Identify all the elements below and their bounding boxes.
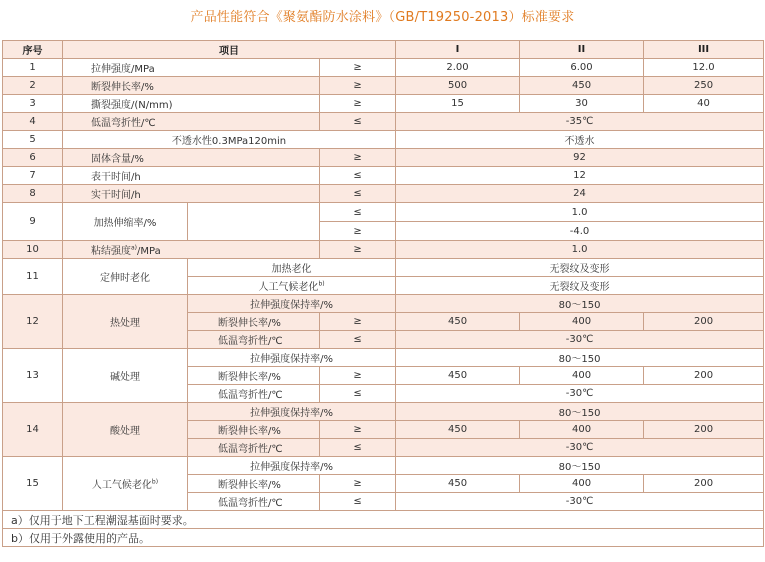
row-item: 断裂伸长率/% — [63, 77, 320, 95]
row-symbol: ≥ — [320, 95, 396, 113]
row-no: 13 — [3, 349, 63, 403]
row-item: 不透水性0.3MPa120min — [63, 131, 396, 149]
row-subitem: 加热老化 — [188, 259, 396, 277]
row-value: 450 — [396, 367, 520, 385]
row-subitem: 拉伸强度保持率/% — [188, 295, 396, 313]
row-item: 酸处理 — [63, 403, 188, 457]
row-value: 200 — [644, 313, 764, 331]
footnote-b: b）仅用于外露使用的产品。 — [3, 529, 764, 547]
row-no: 9 — [3, 203, 63, 241]
row-value: 450 — [396, 421, 520, 439]
row-subitem: 拉伸强度保持率/% — [188, 457, 396, 475]
row-value: 80～150 — [396, 403, 764, 421]
row-symbol: ≥ — [320, 421, 396, 439]
row-value: 450 — [520, 77, 644, 95]
row-value: 30 — [520, 95, 644, 113]
row-value: 250 — [644, 77, 764, 95]
row-value: 40 — [644, 95, 764, 113]
row-value: -4.0 — [396, 222, 764, 241]
row-item: 固体含量/% — [63, 149, 320, 167]
row-subitem: 断裂伸长率/% — [188, 421, 320, 439]
row-value: 6.00 — [520, 59, 644, 77]
row-symbol: ≥ — [320, 313, 396, 331]
row-value: 400 — [520, 313, 644, 331]
row-no: 6 — [3, 149, 63, 167]
row-value: 200 — [644, 367, 764, 385]
row-value: 1.0 — [396, 203, 764, 222]
header-item: 项目 — [63, 41, 396, 59]
header-grade-2: II — [520, 41, 644, 59]
row-value: 15 — [396, 95, 520, 113]
row-item: 撕裂强度/(N/mm) — [63, 95, 320, 113]
row-item: 定伸时老化 — [63, 259, 188, 295]
row-value: 80～150 — [396, 295, 764, 313]
row-no: 14 — [3, 403, 63, 457]
table-row — [3, 113, 764, 131]
header-no: 序号 — [3, 41, 63, 59]
table-row — [3, 241, 764, 259]
row-subitem: 低温弯折性/℃ — [188, 439, 320, 457]
row-value: 无裂纹及变形 — [396, 259, 764, 277]
row-no: 4 — [3, 113, 63, 131]
row-subitem: 人工气候老化$^{b)}$ — [188, 277, 396, 295]
row-no: 3 — [3, 95, 63, 113]
row-subitem: 低温弯折性/℃ — [188, 331, 320, 349]
row-value: 80～150 — [396, 349, 764, 367]
table-row — [3, 59, 764, 77]
row-item: 实干时间/h — [63, 185, 320, 203]
table-row — [3, 131, 764, 149]
row-value: 12.0 — [644, 59, 764, 77]
row-symbol: ≥ — [320, 59, 396, 77]
row-symbol: ≥ — [320, 241, 396, 259]
treatment-groups — [3, 295, 764, 511]
table-row — [3, 457, 764, 475]
row-value: 400 — [520, 367, 644, 385]
row-no: 2 — [3, 77, 63, 95]
table-header-row — [3, 41, 764, 59]
spec-table — [2, 40, 764, 547]
table-row — [3, 77, 764, 95]
table-row — [3, 403, 764, 421]
row-value: -30℃ — [396, 439, 764, 457]
row-value: 无裂纹及变形 — [396, 277, 764, 295]
row-value: 450 — [396, 313, 520, 331]
row-symbol: ≤ — [320, 113, 396, 131]
row-value: 24 — [396, 185, 764, 203]
row-symbol: ≤ — [320, 385, 396, 403]
row-no: 7 — [3, 167, 63, 185]
row-no: 12 — [3, 295, 63, 349]
row-value: 12 — [396, 167, 764, 185]
row-value: -30℃ — [396, 493, 764, 511]
row-item: 低温弯折性/℃ — [63, 113, 320, 131]
row-value: 92 — [396, 149, 764, 167]
row-value: 80～150 — [396, 457, 764, 475]
row-symbol: ≤ — [320, 185, 396, 203]
row-no: 11 — [3, 259, 63, 295]
row-symbol: ≥ — [320, 367, 396, 385]
row-value: -30℃ — [396, 331, 764, 349]
table-row — [3, 259, 764, 277]
row-value: 200 — [644, 421, 764, 439]
row-item: 碱处理 — [63, 349, 188, 403]
footnote-a: a）仅用于地下工程潮湿基面时要求。 — [3, 511, 764, 529]
row-value: 不透水 — [396, 131, 764, 149]
row-subitem: 拉伸强度保持率/% — [188, 403, 396, 421]
row-subitem: 断裂伸长率/% — [188, 313, 320, 331]
row-no: 8 — [3, 185, 63, 203]
row-value: 1.0 — [396, 241, 764, 259]
header-grade-1: I — [396, 41, 520, 59]
row-no: 5 — [3, 131, 63, 149]
table-row — [3, 203, 764, 222]
row-value: 450 — [396, 475, 520, 493]
row-no: 15 — [3, 457, 63, 511]
row-no: 10 — [3, 241, 63, 259]
row-item: 拉伸强度/MPa — [63, 59, 320, 77]
row-blank — [188, 203, 320, 241]
row-item: 粘结强度$^{a)}$/MPa — [63, 241, 320, 259]
row-symbol: ≤ — [320, 167, 396, 185]
row-subitem: 断裂伸长率/% — [188, 367, 320, 385]
row-item: 热处理 — [63, 295, 188, 349]
header-grade-3: III — [644, 41, 764, 59]
row-value: 400 — [520, 475, 644, 493]
row-symbol: ≤ — [320, 203, 396, 222]
row-no: 1 — [3, 59, 63, 77]
row-value: -30℃ — [396, 385, 764, 403]
table-row — [3, 295, 764, 313]
row-symbol: ≥ — [320, 475, 396, 493]
row-symbol: ≤ — [320, 439, 396, 457]
row-value: 2.00 — [396, 59, 520, 77]
row-symbol: ≤ — [320, 331, 396, 349]
table-row — [3, 167, 764, 185]
table-row — [3, 149, 764, 167]
row-value: -35℃ — [396, 113, 764, 131]
table-row — [3, 95, 764, 113]
row-symbol: ≥ — [320, 222, 396, 241]
row-subitem: 断裂伸长率/% — [188, 475, 320, 493]
row-value: 200 — [644, 475, 764, 493]
table-row — [3, 185, 764, 203]
row-subitem: 低温弯折性/℃ — [188, 493, 320, 511]
row-subitem: 低温弯折性/℃ — [188, 385, 320, 403]
page-title: 产品性能符合《聚氨酯防水涂料》（GB/T19250-2013）标准要求 — [190, 10, 575, 25]
row-value: 400 — [520, 421, 644, 439]
row-value: 500 — [396, 77, 520, 95]
note-row — [3, 529, 764, 547]
row-subitem: 拉伸强度保持率/% — [188, 349, 396, 367]
row-item: 加热伸缩率/% — [63, 203, 188, 241]
table-row — [3, 349, 764, 367]
row-symbol: ≤ — [320, 493, 396, 511]
row-item: 人工气候老化$^{b)}$ — [63, 457, 188, 511]
row-symbol: ≥ — [320, 77, 396, 95]
row-item: 表干时间/h — [63, 167, 320, 185]
note-row — [3, 511, 764, 529]
row-symbol: ≥ — [320, 149, 396, 167]
